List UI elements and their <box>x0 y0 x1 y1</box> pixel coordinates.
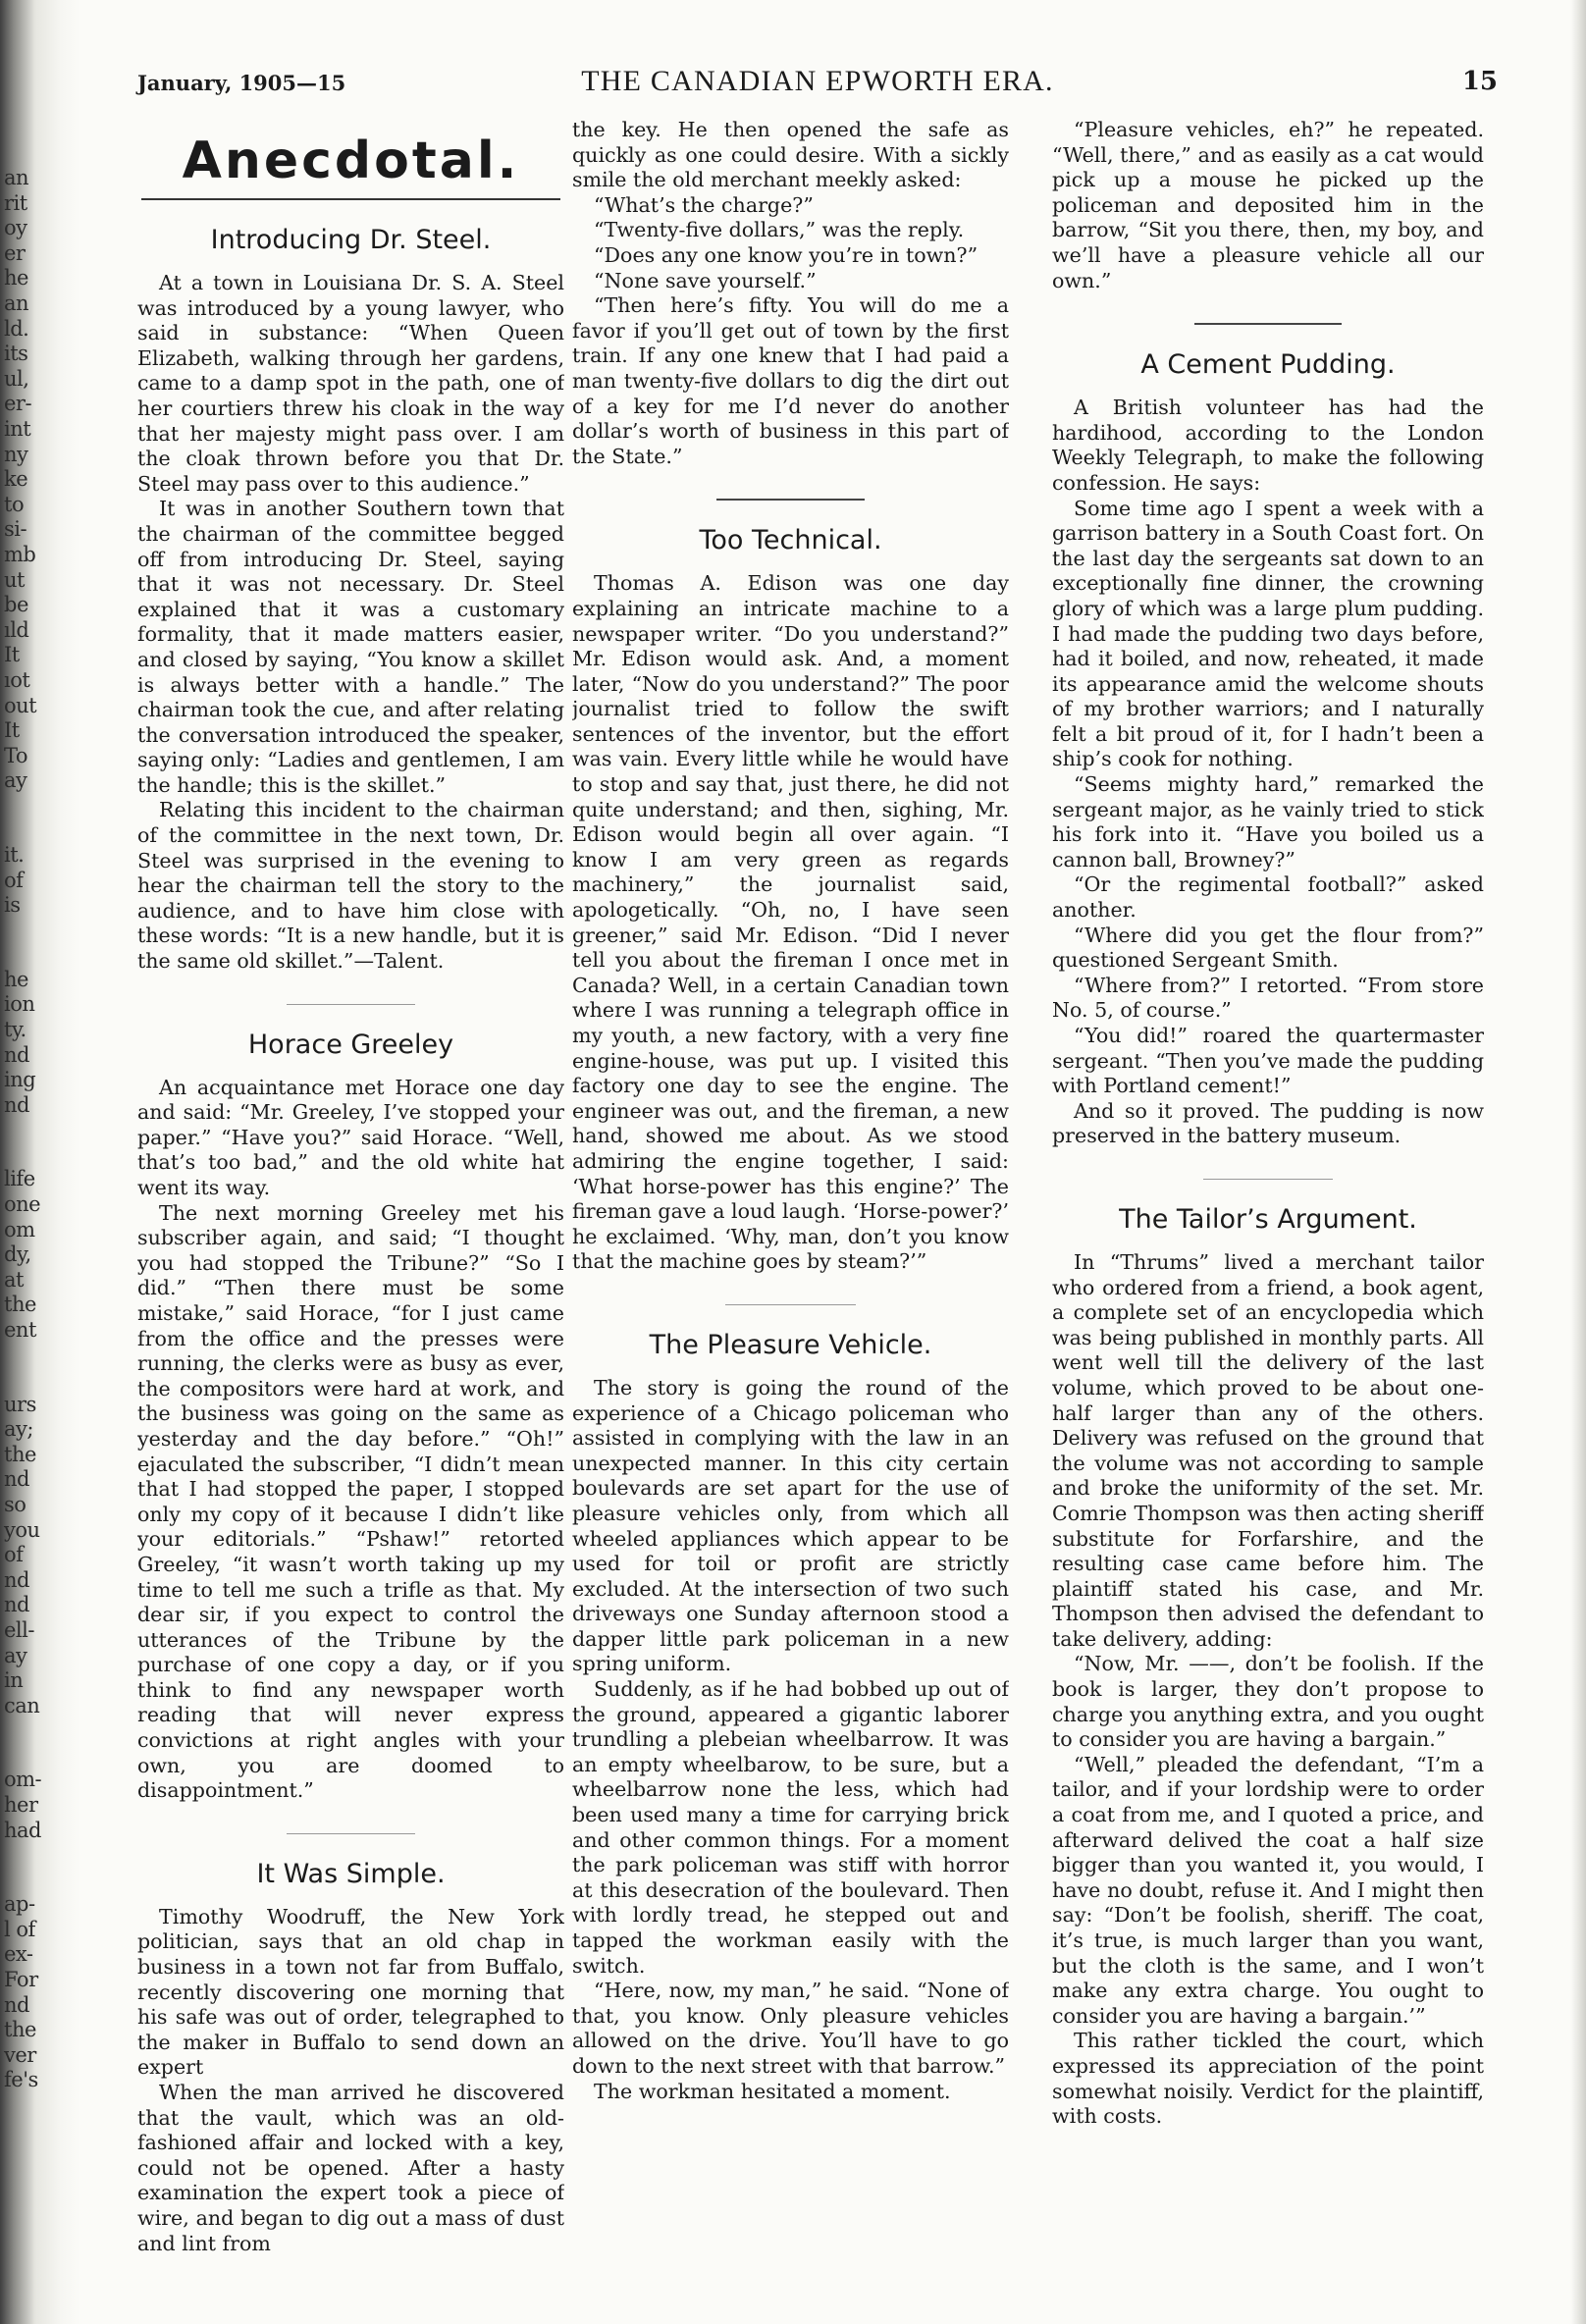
article-separator <box>287 1004 415 1005</box>
edge-fragment-text: had <box>4 1818 41 1842</box>
paragraph: Suddenly, as if he had bobbed up out of the ground, appeared a gigantic laborer trundling a plebeian wheelbarrow. It was an empty wheelbarow, to be sure, but a wheelbarrow none the less, which had been used many a time for carrying brick and other common things. For a moment the park policeman was stiff with horror at this desecration of the boulevard. Then with lordly tread, he stepped out and tapped the workman easily with the switch. <box>572 1677 1009 1978</box>
paragraph: “Then here’s fifty. You will do me a favor if you’ll get out of town by the first train. If any one knew that I had paid a man twenty-five dollars to dig the dirt out of a key for me I’d never do another dollar’s worth of business in this part of the State.” <box>572 293 1009 468</box>
edge-fragment-text: dy, <box>4 1242 31 1267</box>
article-it-was-simple-continued <box>572 118 1009 469</box>
edge-fragment-text: an <box>4 291 29 315</box>
paragraph: Timothy Woodruff, the New York politician, says that an old chap in business in a town not far from Buffalo, recently discovering one morning that his safe was out of order, telegraphed to the maker in Buffalo to send down an expert <box>137 1904 564 2080</box>
edge-fragment-text: can <box>4 1693 40 1717</box>
paragraph: When the man arrived he discovered that the vault, which was an old-fashioned affair and locked with a key, could not be opened. After a hasty examination the expert took a piece of wire, and began to dig out a mass of dust and lint from <box>137 2081 564 2255</box>
section-rule <box>141 198 559 200</box>
edge-fragment-text: to <box>4 492 25 516</box>
article-introducing-dr-steel <box>137 224 564 975</box>
edge-fragment-text: mb <box>4 543 36 566</box>
edge-fragment-text: om- <box>4 1768 42 1792</box>
paragraph: And so it proved. The pudding is now preserved in the battery museum. <box>1052 1098 1484 1148</box>
article-title: Too Technical. <box>699 525 882 556</box>
paragraph: the key. He then opened the safe as quickly as one could desire. With a sickly smile the old merchant meekly asked: <box>572 118 1009 192</box>
edge-fragment-text: an <box>4 166 29 189</box>
paragraph: “Here, now, my man,” he said. “None of that, you know. Only pleasure vehicles allowed on the drive. You’ll have to go down to the next street with that barrow.” <box>572 1979 1009 2078</box>
edge-fragment-text: ıld <box>4 617 29 642</box>
edge-fragment-text: int <box>4 417 31 441</box>
column-1 <box>137 118 564 2306</box>
paragraph: The story is going the round of the experience of a Chicago policeman who assisted in complying with the law in an unexpected manner. In this city certain boulevards are set apart for the use of pleasure vehicles only, from which all wheeled appliances which appear to be used for toil or profit are strictly excluded. At the intersection of two such driveways one Sunday afternoon stood a dapper little park policeman in a new spring uniform. <box>572 1375 1009 1676</box>
edge-fragment-text: nd <box>4 1467 29 1492</box>
edge-fragment-text: ing <box>4 1068 36 1092</box>
article-separator <box>716 499 865 501</box>
edge-fragment-text: ut <box>4 567 25 592</box>
edge-fragment-text: ty. <box>4 1018 26 1041</box>
edge-fragment-text: be <box>4 593 28 617</box>
edge-fragment-text: si- <box>4 517 27 542</box>
article-title: The Tailor’s Argument. <box>1119 1203 1417 1235</box>
article-separator <box>725 1304 857 1305</box>
edge-fragment-text: ay <box>4 1643 27 1667</box>
paragraph: “Well,” pleaded the defendant, “I’m a tailor, and if your lordship were to order a coat from me, and I quoted a price, and afterward delived the coat a half size bigger than you wanted it, you would, I have no doubt, refuse it. And I might then say: “Don’t be foolish, sheriff. The coat, it’s true, is much larger than you want, but the cloth is the same, and I won’t make any extra charge. You ought to consider you are having a bargain.’” <box>1052 1752 1484 2028</box>
edge-fragment-text: ny <box>4 442 28 466</box>
issue-date: January, 1905—15 <box>137 71 346 95</box>
edge-fragment-text: of <box>4 1543 24 1567</box>
edge-fragment-text: ion <box>4 992 35 1017</box>
edge-fragment-text: its <box>4 342 28 366</box>
edge-fragment-text: of <box>4 868 24 892</box>
paragraph: “Where did you get the flour from?” questioned Sergeant Smith. <box>1052 923 1484 973</box>
column-2 <box>572 118 1009 2306</box>
edge-fragment-text: so <box>4 1493 26 1516</box>
paragraph: At a town in Louisiana Dr. S. A. Steel was introduced by a young lawyer, who said in substance: “When Queen Elizabeth, walking through her gardens, came to a damp spot in the path, one of her courtiers threw his cloak in the way that her majesty might pass over. I am the cloak thrown before you that Dr. Steel may pass over to this audience.” <box>137 271 564 496</box>
edge-fragment-text: ıot <box>4 668 30 692</box>
edge-fragment-text: in <box>4 1668 24 1693</box>
article-horace-greeley <box>137 1029 564 1804</box>
article-title: Horace Greeley <box>247 1029 454 1060</box>
paragraph: “None save yourself.” <box>594 268 817 292</box>
paragraph: “Now, Mr. ——, don’t be foolish. If the book is larger, they don’t propose to charge you anything extra, and you ought to consider you are having a bargain.” <box>1052 1652 1484 1752</box>
article-separator <box>1203 1179 1333 1180</box>
article-it-was-simple <box>137 1858 564 2256</box>
edge-fragment-text: er <box>4 240 26 265</box>
paragraph: “Twenty-five dollars,” was the reply. <box>594 218 965 242</box>
running-header <box>137 61 1498 100</box>
edge-fragment-text: you <box>4 1517 40 1542</box>
edge-fragment-text: ex- <box>4 1942 33 1967</box>
edge-fragment-text: urs <box>4 1392 36 1416</box>
page-number: 15 <box>1461 67 1498 96</box>
edge-fragment-text: one <box>4 1192 41 1216</box>
paragraph: “Does any one know you’re in town?” <box>594 242 978 267</box>
paragraph: “Or the regimental football?” asked another. <box>1052 872 1484 923</box>
edge-fragment-text: life <box>4 1167 35 1191</box>
edge-fragment-text: er- <box>4 392 32 416</box>
paragraph: This rather tickled the court, which expressed its appreciation of the point somewhat noisily. Verdict for the plaintiff, with costs. <box>1052 2029 1484 2129</box>
paragraph: It was in another Southern town that the chairman of the committee begged off from introducing Dr. Steel, saying that it was not necessary. Dr. Steel explained that it was a customary formality, that it made matters easier, and closed by saying, “You know a skillet is always better with a handle.” The chairman took the cue, and after relating the conversation introduced the speaker, saying only: “Ladies and gentlemen, I am the handle; this is the skillet.” <box>137 497 564 797</box>
paragraph: “Where from?” I retorted. “From store No. 5, of course.” <box>1052 973 1484 1023</box>
paragraph: Thomas A. Edison was one day explaining an intricate machine to a newspaper writer. “Do you understand?” Mr. Edison would ask. And, a moment later, “Now do you understand?” The poor journalist tried to follow the swift sentences of the inventor, but the effort was vain. Every little while he would have to stop and say that, just there, he did not quite understand; and then, sighing, Mr. Edison would begin all over again. “I know I am very green as regards machinery,” the journalist said, apologetically. “Oh, no, I have seen greener,” said Mr. Edison. “Did I never tell you about the fireman I once met in Canada? Well, in a certain Canadian town where I was running a telegraph office in my youth, a new factory, with a very fine engine-house, was put up. I visited this factory one day to see the engine. The engineer was out, and the fireman, a new hand, showed me about. As we stood admiring the engine together, I said: ‘What horse-power has this engine?’ The fireman gave a loud laugh. ‘Horse-power?’ he exclaimed. ‘Why, man, don’t you know that the machine goes by steam?’” <box>572 571 1009 1274</box>
edge-fragment-text: the <box>4 2018 36 2042</box>
column-3 <box>1052 118 1484 2306</box>
paragraph: An acquaintance met Horace one day and said: “Mr. Greeley, I’ve stopped your paper.” “Have you?” said Horace. “Well, that’s too bad,” and the old white hat went its way. <box>137 1075 564 1199</box>
edge-fragment-text: For <box>4 1968 38 1991</box>
edge-fragment-text: it. <box>4 843 25 867</box>
edge-fragment-text: rit <box>4 190 27 215</box>
article-title: Introducing Dr. Steel. <box>210 225 492 255</box>
article-pleasure-vehicle-continued <box>1052 118 1484 293</box>
edge-fragment-text: fe's <box>4 2068 38 2092</box>
edge-fragment-text: ul, <box>4 366 29 391</box>
edge-fragment-text: the <box>4 1442 36 1466</box>
article-title: It Was Simple. <box>256 1858 446 1889</box>
edge-fragment-text: l of <box>4 1917 35 1941</box>
article-title: A Cement Pudding. <box>1140 349 1396 381</box>
paragraph: “Seems mighty hard,” remarked the sergeant major, as he vainly tried to stick his fork into it. “Have you boiled us a cannon ball, Browney?” <box>1052 772 1484 872</box>
paragraph: Some time ago I spent a week with a garrison battery in a South Coast fort. On the last day the sergeants sat down to an exceptionally fine dinner, the crowning glory of which was a large plum pudding. I had made the pudding two days before, had it boiled, and now, reheated, it made its appearance amid the welcome shouts of my brother warriors; and I naturally felt a bit proud of it, for I hadn’t been a ship’s cook for nothing. <box>1052 496 1484 771</box>
paragraph: In “Thrums” lived a merchant tailor who ordered from a friend, a book agent, a complete set of an encyclopedia which was being published in monthly parts. All went well till the delivery of the last volume, which proved to be about one-half larger than any of the others. Delivery was refused on the ground that the volume was not according to sample and broke the uniformity of the set. Mr. Comrie Thompson was then acting sheriff substitute for Forfarshire, and the resulting case came before him. The plaintiff stated his case, and Mr. Thompson then advised the defendant to take delivery, adding: <box>1052 1249 1484 1651</box>
edge-fragment-text: ell- <box>4 1618 34 1642</box>
publication-title: THE CANADIAN EPWORTH ERA. <box>581 65 1054 97</box>
paragraph: “Pleasure vehicles, eh?” he repeated. “Well, there,” and as easily as a cat would pick up a mouse he picked up the policeman and deposited him in the barrow, “Sit you there, then, my boy, and we’ll have a pleasure vehicle all our own.” <box>1052 118 1484 292</box>
edge-fragment-text: is <box>4 893 21 918</box>
edge-fragment-text: out <box>4 693 37 717</box>
edge-fragment-text: om <box>4 1217 35 1241</box>
previous-page-fragment <box>0 0 59 2324</box>
edge-fragment-text: nd <box>4 1593 29 1617</box>
edge-fragment-text: her <box>4 1793 38 1817</box>
article-pleasure-vehicle <box>572 1329 1009 2104</box>
edge-fragment-text: the <box>4 1293 36 1317</box>
article-separator <box>1194 323 1342 325</box>
article-tailors-argument <box>1052 1203 1484 2130</box>
edge-fragment-text: nd <box>4 1567 29 1592</box>
edge-fragment-text: ke <box>4 467 28 492</box>
edge-fragment-text: nd <box>4 1092 29 1117</box>
edge-fragment-text: oy <box>4 216 27 240</box>
article-separator <box>287 1833 415 1834</box>
edge-fragment-text: at <box>4 1267 24 1292</box>
edge-fragment-text: It <box>4 643 20 667</box>
paragraph: “What’s the charge?” <box>594 192 814 217</box>
edge-fragment-text: he <box>4 266 28 290</box>
paragraph: The workman hesitated a moment. <box>594 2079 951 2103</box>
article-title: The Pleasure Vehicle. <box>649 1329 932 1360</box>
edge-fragment-text: ver <box>4 2042 36 2067</box>
edge-fragment-text: ay; <box>4 1417 33 1442</box>
article-too-technical <box>572 524 1009 1275</box>
edge-fragment-text: To <box>4 743 28 767</box>
edge-fragment-text: nd <box>4 1992 29 2017</box>
section-title: Anecdotal. <box>182 132 520 190</box>
edge-fragment-text: ld. <box>4 316 29 341</box>
edge-fragment-text: ent <box>4 1318 36 1342</box>
edge-fragment-text: ap- <box>4 1892 35 1917</box>
article-cement-pudding <box>1052 348 1484 1149</box>
edge-fragment-text: nd <box>4 1042 29 1067</box>
edge-fragment-text: It <box>4 718 20 743</box>
paragraph: Relating this incident to the chairman of the committee in the next town, Dr. Steel was surprised in the evening to hear the chairman tell the story to the audience, and to have him close with these words: “It is a new handle, but it is the same old skillet.”—Talent. <box>137 798 564 974</box>
paragraph: A British volunteer has had the hardihood, according to the London Weekly Telegraph, to make the following confession. He says: <box>1052 396 1484 495</box>
paragraph: “You did!” roared the quartermaster sergeant. “Then you’ve made the pudding with Portland cement!” <box>1052 1024 1484 1098</box>
edge-fragment-text: he <box>4 967 28 991</box>
page-edge <box>1570 0 1586 2324</box>
edge-fragment-text: ay <box>4 768 27 793</box>
paragraph: The next morning Greeley met his subscriber again, and said; “I thought you had stopped the Tribune?” “So I did.” “Then there must be some mistake,” said Horace, “for I just came from the office and the presses were running, the clerks were as busy as ever, the compositors were hard at work, and the business was going on the same as yesterday and the day before.” “Oh!” ejaculated the subscriber, “I didn’t mean that I had stopped the paper, I stopped only my copy of it because I didn’t like your editorials.” “Pshaw!” retorted Greeley, “it wasn’t worth taking up my time to tell me such a trifle as that. My dear sir, if you expect to control the utterances of the Tribune by the purchase of one copy a day, or if you think to find any newspaper worth reading that will never express convictions at right angles with your own, you are doomed to disappointment.” <box>137 1200 564 1803</box>
